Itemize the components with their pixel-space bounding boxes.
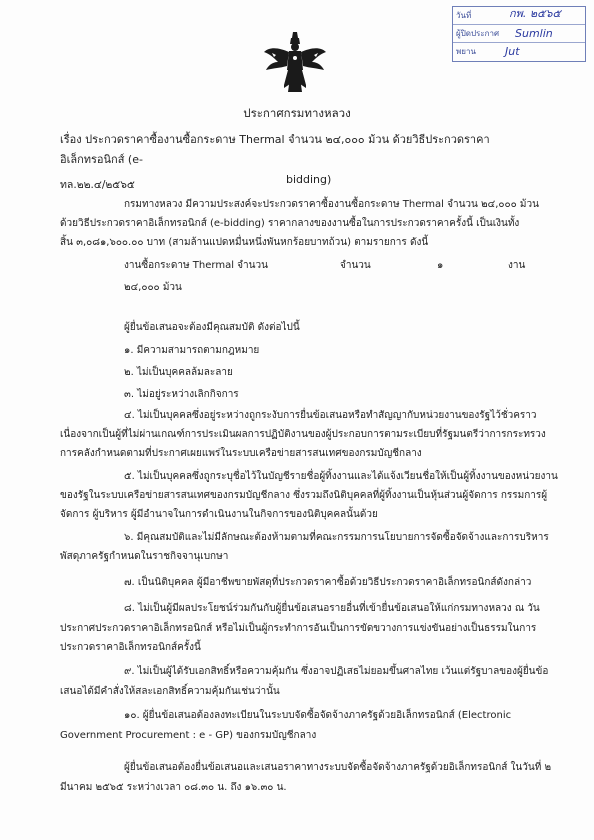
qualification-5-line-1: ๕. ไม่เป็นบุคคลซึ่งถูกระบุชื่อไว้ในบัญชีรายชื่อผู้ทิ้งงานและได้แจ้งเวียนชื่อให้เป็นผู้ทิ้งงานของหน่วยงาน: [124, 471, 558, 482]
stamp-witness-signature: Jut: [505, 45, 520, 58]
qualification-8-line-1: ๘. ไม่เป็นผู้มีผลประโยชน์ร่วมกันกับผู้ยื่นข้อเสนอรายอื่นที่เข้ายื่นข้อเสนอให้แก่กรมทางหลวง ณ วัน: [124, 603, 540, 614]
qualification-3: ๓. ไม่อยู่ระหว่างเลิกกิจการ: [124, 389, 239, 400]
intro-line-2: ด้วยวิธีประกวดราคาอิเล็กทรอนิกส์ (e-bidding) ราคากลางของงานซื้อในการประกวดราคาครั้งนี้ เป็นเงินทั้ง: [60, 218, 520, 229]
stamp-poster-label: ผู้ปิดประกาศ: [456, 29, 500, 38]
qualification-4-line-2: เนื่องจากเป็นผู้ที่ไม่ผ่านเกณฑ์การประเมินผลการปฏิบัติงานของผู้ประกอบการตามระเบียบที่รัฐมนตรีว่าการกระทรวง: [60, 429, 546, 440]
stamp-poster-signature: Sumlin: [515, 27, 553, 40]
stamp-witness-label: พยาน: [456, 47, 476, 56]
qualification-10-line-2: Government Procurement : e - GP) ของกรมบัญชีกลาง: [60, 730, 317, 741]
qualification-4-line-3: การคลังกำหนดตามที่ประกาศเผยแพร่ในระบบเครือข่ายสารสนเทศของกรมบัญชีกลาง: [60, 448, 422, 459]
closing-line-1: ผู้ยื่นข้อเสนอต้องยื่นข้อเสนอและเสนอราคาทางระบบจัดซื้อจัดจ้างภาครัฐด้วยอิเล็กทรอนิกส์ ในวันที่ ๒: [124, 762, 552, 773]
stamp-date-label: วันที่: [456, 11, 472, 20]
subject-line-1: เรื่อง ประกวดราคาซื้องานซื้อกระดาษ Thermal จำนวน ๒๔,๐๐๐ ม้วน ด้วยวิธีประกวดราคาอิเล็กทรอนิกส์ (e-: [60, 133, 490, 166]
garuda-emblem-icon: [262, 30, 328, 96]
stamp-poster-row: [453, 25, 585, 43]
qualification-9-line-2: เสนอได้มีคำสั่งให้สละเอกสิทธิ์ความคุ้มกันเช่นว่านั้น: [60, 686, 280, 697]
announcement-title: ประกาศกรมทางหลวง: [243, 106, 351, 120]
item-qty-label: จำนวน: [340, 260, 371, 271]
qualification-9-line-1: ๙. ไม่เป็นผู้ได้รับเอกสิทธิ์หรือความคุ้มกัน ซึ่งอาจปฏิเสธไม่ยอมขึ้นศาลไทย เว้นแต่รัฐบาลของผู้ยื่นข้อ: [124, 666, 549, 677]
intro-line-3: สิ้น ๓,๐๘๑,๖๐๐.๐๐ บาท (สามล้านแปดหมื่นหนึ่งพันหกร้อยบาทถ้วน) ตามรายการ ดังนี้: [60, 237, 429, 248]
stamp-date-value: กพ. ๒๕๖๕: [509, 7, 561, 20]
subject-line-2: bidding): [286, 173, 332, 186]
qualification-1: ๑. มีความสามารถตามกฎหมาย: [124, 345, 260, 356]
qualifications-heading: ผู้ยื่นข้อเสนอจะต้องมีคุณสมบัติ ดังต่อไปนี้: [124, 322, 300, 333]
qualification-2: ๒. ไม่เป็นบุคคลล้มละลาย: [124, 367, 233, 378]
receipt-stamp: [452, 6, 586, 62]
qualification-10-line-1: ๑๐. ผู้ยื่นข้อเสนอต้องลงทะเบียนในระบบจัดซื้อจัดจ้างภาครัฐด้วยอิเล็กทรอนิกส์ (Electronic: [124, 710, 512, 721]
qualification-7: ๗. เป็นนิติบุคคล ผู้มีอาชีพขายพัสดุที่ประกวดราคาซื้อด้วยวิธีประกวดราคาอิเล็กทรอนิกส์ดังกล่าว: [124, 577, 532, 588]
closing-line-2: มีนาคม ๒๕๖๕ ระหว่างเวลา ๐๘.๓๐ น. ถึง ๑๖.๓๐ น.: [60, 782, 287, 793]
qualification-4-line-1: ๔. ไม่เป็นบุคคลซึ่งอยู่ระหว่างถูกระงับการยื่นข้อเสนอหรือทำสัญญากับหน่วยงานของรัฐไว้ชั่วคราว: [124, 410, 537, 421]
qualification-5-line-3: จัดการ ผู้บริหาร ผู้มีอำนาจในการดำเนินงานในกิจการของนิติบุคคลนั้นด้วย: [60, 509, 378, 520]
qualification-6-line-1: ๖. มีคุณสมบัติและไม่มีลักษณะต้องห้ามตามที่คณะกรรมการนโยบายการจัดซื้อจัดจ้างและการบริหาร: [124, 532, 549, 543]
item-name: งานซื้อกระดาษ Thermal จำนวน: [124, 260, 268, 271]
stamp-date-row: [453, 7, 585, 25]
qualification-5-line-2: ของรัฐในระบบเครือข่ายสารสนเทศของกรมบัญชีกลาง ซึ่งรวมถึงนิติบุคคลที่ผู้ทิ้งงานเป็นหุ้นส่วนผู้จัดการ กรรมการผู้: [60, 490, 548, 501]
intro-line-1: กรมทางหลวง มีความประสงค์จะประกวดราคาซื้องานซื้อกระดาษ Thermal จำนวน ๒๔,๐๐๐ ม้วน: [124, 199, 539, 210]
item-line-2: ๒๔,๐๐๐ ม้วน: [124, 282, 182, 293]
qualification-6-line-2: พัสดุภาครัฐกำหนดในราชกิจจานุเบกษา: [60, 551, 229, 562]
item-unit: งาน: [508, 260, 526, 271]
reference-number: ทล.๒๒.๔/๒๕๖๕: [60, 179, 135, 191]
qualification-8-line-2: ประกาศประกวดราคาอิเล็กทรอนิกส์ หรือไม่เป็นผู้กระทำการอันเป็นการขัดขวางการแข่งขันอย่างเป็นธรรมในการ: [60, 623, 537, 634]
qualification-8-line-3: ประกวดราคาอิเล็กทรอนิกส์ครั้งนี้: [60, 642, 201, 653]
item-qty: ๑: [437, 260, 444, 271]
stamp-witness-row: [453, 43, 585, 60]
